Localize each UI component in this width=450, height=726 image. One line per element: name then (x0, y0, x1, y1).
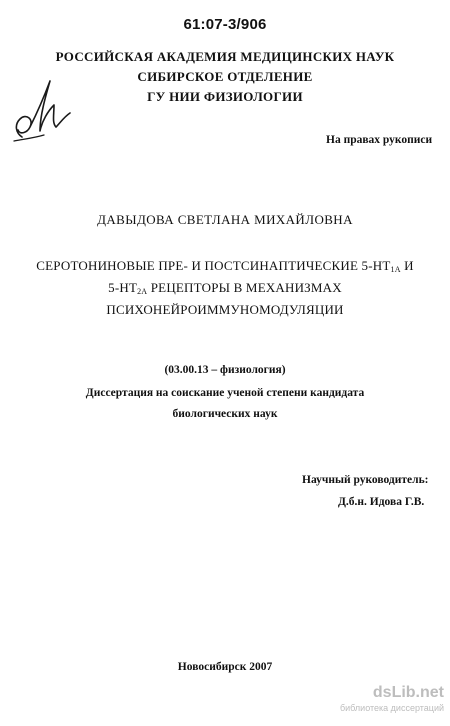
handwritten-signature (10, 75, 76, 150)
title-line-1-subscript: 1А (390, 265, 401, 274)
organization-line-3: ГУ НИИ ФИЗИОЛОГИИ (147, 89, 303, 104)
degree-line-1: Диссертация на соискание ученой степени кандидата (85, 387, 365, 399)
organization-line-1: РОССИЙСКАЯ АКАДЕМИЯ МЕДИЦИНСКИХ НАУК (55, 49, 395, 64)
title-line-2-subscript: 2А (137, 287, 148, 296)
title-line-1-prefix: СЕРОТОНИНОВЫЕ ПРЕ- И ПОСТСИНАПТИЧЕСКИЕ 5-НТ (36, 258, 391, 273)
city-year: Новосибирск 2007 (177, 661, 273, 673)
title-line-1-suffix: И (400, 258, 414, 273)
degree-line-2: биологических наук (172, 408, 278, 420)
title-line-3: ПСИХОНЕЙРОИММУНОМОДУЛЯЦИИ (106, 302, 344, 317)
specialty-code: (03.00.13 – физиология) (164, 364, 286, 376)
rights-note: На правах рукописи (326, 134, 433, 146)
organization-line-2: СИБИРСКОЕ ОТДЕЛЕНИЕ (137, 69, 313, 84)
supervisor-label: Научный руководитель: (302, 474, 429, 486)
title-line-1 (0, 258, 450, 274)
watermark-logo: dsLib.net (372, 684, 444, 701)
title-line-2-prefix: 5-НТ (108, 280, 138, 295)
title-line-2 (0, 280, 450, 296)
watermark (324, 684, 444, 722)
watermark-tagline: библиотека диссертаций (339, 703, 444, 713)
author-name: ДАВЫДОВА СВЕТЛАНА МИХАЙЛОВНА (97, 212, 353, 227)
title-line-2-suffix: РЕЦЕПТОРЫ В МЕХАНИЗМАХ (147, 280, 342, 295)
catalog-number: 61:07-3/906 (183, 16, 267, 33)
supervisor-name: Д.б.н. Идова Г.В. (338, 496, 425, 508)
